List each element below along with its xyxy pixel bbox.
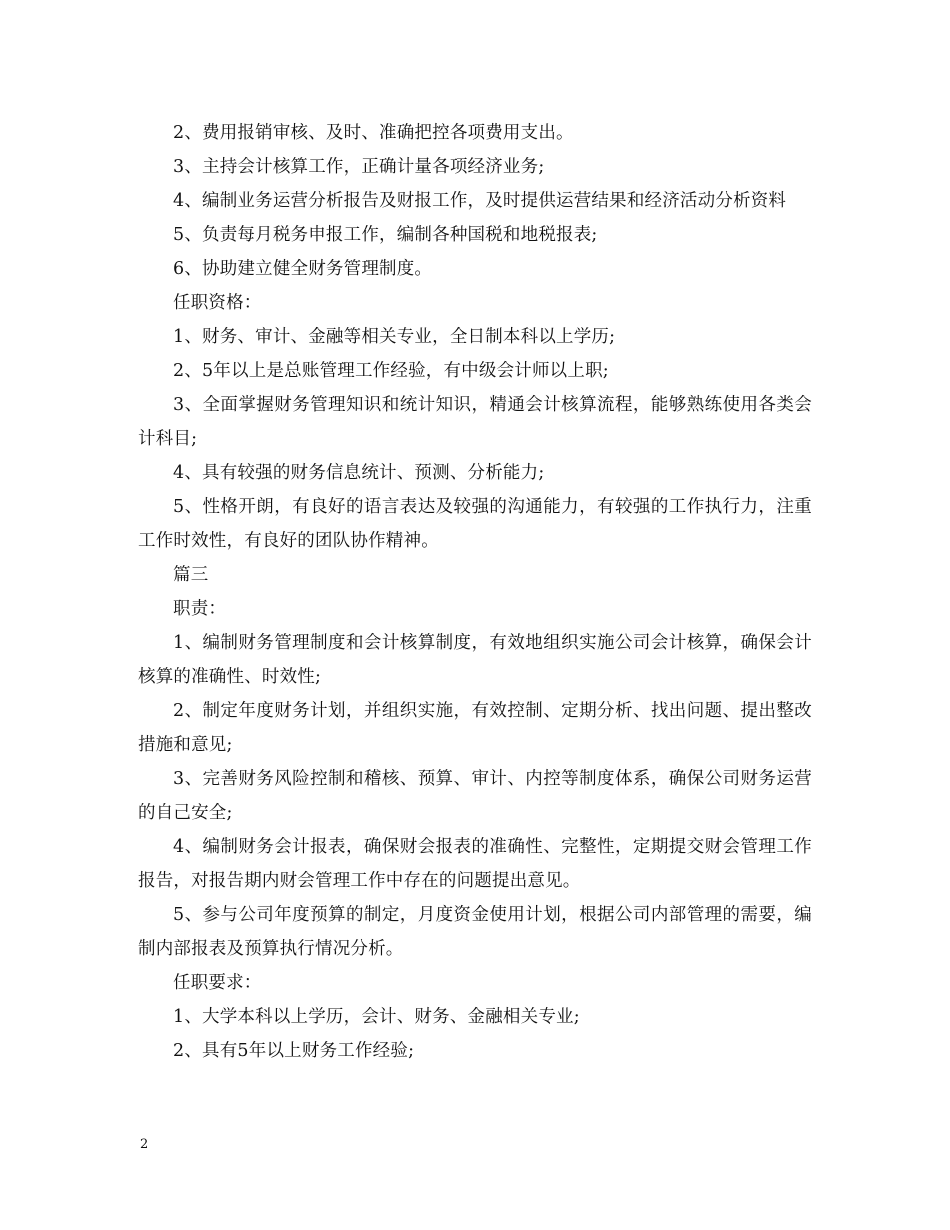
section-heading: 职责： <box>173 599 227 619</box>
paragraph: 2、制定年度财务计划，并组织实施，有效控制、定期分析、找出问题、提出整改措施和意见; <box>138 701 812 755</box>
paragraph: 6、协助建立健全财务管理制度。 <box>173 259 433 279</box>
paragraph: 1、编制财务管理制度和会计核算制度，有效地组织实施公司会计核算，确保会计核算的准确性、时效性; <box>138 633 812 687</box>
section-heading: 任职要求： <box>173 973 262 993</box>
paragraph: 3、主持会计核算工作，正确计量各项经济业务; <box>173 157 545 177</box>
paragraph: 4、编制财务会计报表，确保财会报表的准确性、完整性，定期提交财会管理工作报告，对报告期内财会管理工作中存在的问题提出意见。 <box>138 837 812 891</box>
document-body <box>138 116 812 1068</box>
paragraph: 1、财务、审计、金融等相关专业，全日制本科以上学历; <box>173 327 616 347</box>
section-heading: 任职资格： <box>173 293 262 313</box>
paragraph: 2、费用报销审核、及时、准确把控各项费用支出。 <box>173 123 574 143</box>
page-number: 2 <box>140 1137 149 1152</box>
paragraph: 3、全面掌握财务管理知识和统计知识，精通会计核算流程，能够熟练使用各类会计科目; <box>138 395 812 449</box>
section-heading: 篇三 <box>173 565 209 585</box>
paragraph: 4、具有较强的财务信息统计、预测、分析能力; <box>173 463 545 483</box>
paragraph: 2、具有5年以上财务工作经验; <box>173 1041 415 1061</box>
paragraph: 5、性格开朗，有良好的语言表达及较强的沟通能力，有较强的工作执行力，注重工作时效性，有良好的团队协作精神。 <box>138 497 812 551</box>
paragraph: 1、大学本科以上学历，会计、财务、金融相关专业; <box>173 1007 580 1027</box>
paragraph: 4、编制业务运营分析报告及财报工作，及时提供运营结果和经济活动分析资料 <box>173 191 787 211</box>
paragraph: 5、负责每月税务申报工作，编制各种国税和地税报表; <box>173 225 598 245</box>
paragraph: 3、完善财务风险控制和稽核、预算、审计、内控等制度体系，确保公司财务运营的自己安全; <box>138 769 812 823</box>
paragraph: 2、5年以上是总账管理工作经验，有中级会计师以上职; <box>173 361 609 381</box>
paragraph: 5、参与公司年度预算的制定，月度资金使用计划，根据公司内部管理的需要，编制内部报表及预算执行情况分析。 <box>138 905 812 959</box>
